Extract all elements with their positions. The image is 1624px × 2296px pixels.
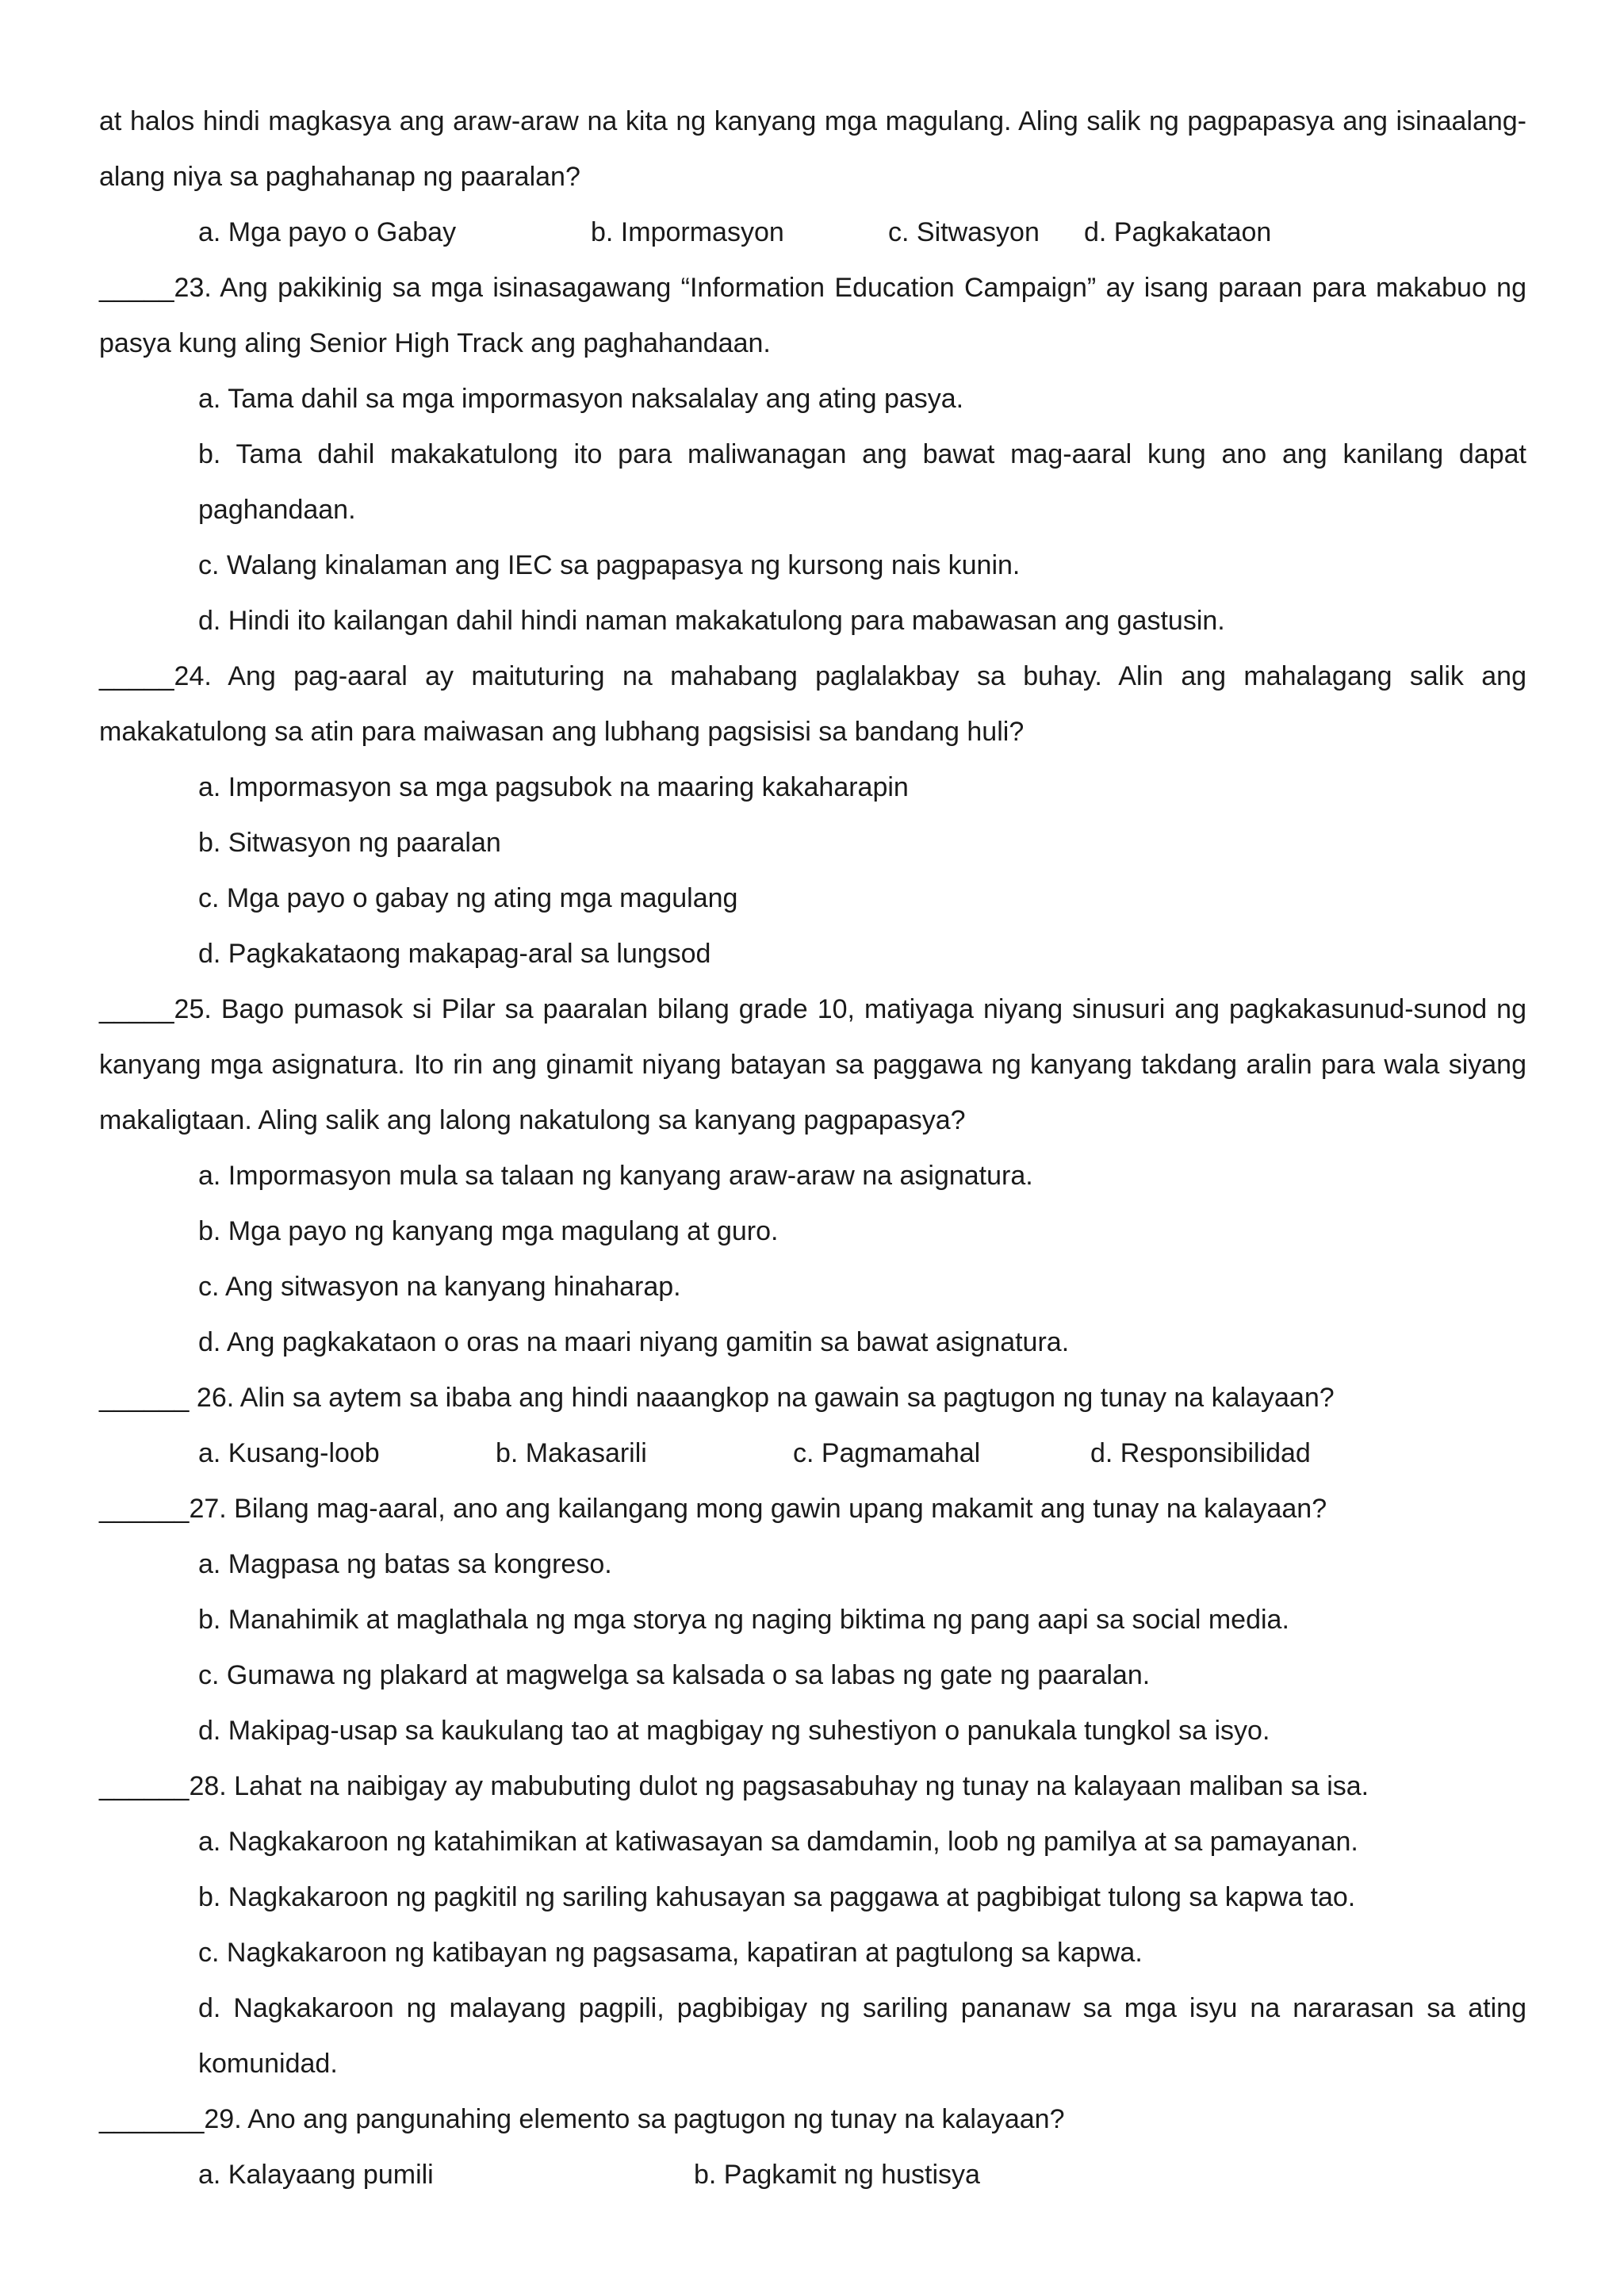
q29-stem-text: 29. Ano ang pangunahing elemento sa pagtugon ng tunay na kalayaan? [204, 2104, 1065, 2134]
q24-option-d: d. Pagkakataong makapag-aral sa lungsod [198, 939, 711, 969]
q23-option-b-line-1: b. Tama dahil makakatulong ito para maliwanagan ang bawat mag-aaral kung ano ang kanilang dapat [198, 439, 1526, 469]
answer-blank[interactable]: ______ [99, 1383, 190, 1413]
q27-stem-text: 27. Bilang mag-aaral, ano ang kailangang mong gawin upang makamit ang tunay na kalayaan? [189, 1494, 1327, 1524]
answer-blank[interactable]: ______ [99, 1771, 190, 1801]
q25-option-d: d. Ang pagkakataon o oras na maari niyang gamitin sa bawat asignatura. [198, 1327, 1070, 1357]
q24-stem: 24. Ang pag-aaral ay maituturing na mahabang paglalakbay sa buhay. Alin ang mahalagang salik ang [174, 661, 1526, 691]
q25-stem-line-3: makaligtaan. Aling salik ang lalong nakatulong sa kanyang pagpapasya? [99, 1105, 966, 1135]
q25-stem: 25. Bago pumasok si Pilar sa paaralan bilang grade 10, matiyaga niyang sinusuri ang pagkakasunud-sunod ng [174, 994, 1526, 1024]
q28-option-c: c. Nagkakaroon ng katibayan ng pagsasama, kapatiran at pagtulong sa kapwa. [198, 1938, 1143, 1968]
q24-option-a: a. Impormasyon sa mga pagsubok na maaring kakaharapin [198, 772, 909, 802]
q25-option-c: c. Ang sitwasyon na kanyang hinaharap. [198, 1272, 681, 1302]
q24-stem-line-2: makakatulong sa atin para maiwasan ang lubhang pagsisisi sa bandang huli? [99, 717, 1025, 747]
q22-text-line-1: at halos hindi magkasya ang araw-araw na kita ng kanyang mga magulang. Aling salik ng pagpapasya ang isinaalang- [99, 106, 1526, 136]
q26-option-d: d. Responsibilidad [1090, 1438, 1311, 1468]
q24-option-b: b. Sitwasyon ng paaralan [198, 828, 501, 858]
q24-option-c: c. Mga payo o gabay ng ating mga magulang [198, 883, 738, 913]
q23-stem-line-2: pasya kung aling Senior High Track ang paghahandaan. [99, 328, 771, 358]
q25-option-b: b. Mga payo ng kanyang mga magulang at guro. [198, 1216, 779, 1246]
q25-stem-line-2: kanyang mga asignatura. Ito rin ang ginamit niyang batayan sa paggawa ng kanyang takdang aralin para wala siyang [99, 1050, 1526, 1080]
q22-option-d: d. Pagkakataon [1084, 217, 1272, 247]
q22-option-a: a. Mga payo o Gabay [198, 217, 457, 247]
q27-option-c: c. Gumawa ng plakard at magwelga sa kalsada o sa labas ng gate ng paaralan. [198, 1660, 1151, 1690]
answer-blank[interactable]: _____ [99, 994, 174, 1024]
answer-blank[interactable]: _____ [99, 273, 174, 303]
answer-blank[interactable]: ______ [99, 1494, 190, 1524]
q23-option-b-line-2: paghandaan. [198, 495, 356, 525]
q22-text-line-2: alang niya sa paghahanap ng paaralan? [99, 162, 580, 192]
q23-option-c: c. Walang kinalaman ang IEC sa pagpapasya ng kursong nais kunin. [198, 550, 1021, 580]
q26-options [99, 1425, 1526, 1481]
q28-option-d-line-2: komunidad. [198, 2049, 338, 2079]
q29-options [99, 2147, 1526, 2202]
q22-options [99, 205, 1526, 260]
q24-stem-line-1 [99, 649, 1526, 704]
q22-option-b: b. Impormasyon [591, 217, 784, 247]
q23-option-d: d. Hindi ito kailangan dahil hindi naman makakatulong para mabawasan ang gastusin. [198, 606, 1225, 636]
q28-option-d-line-1: d. Nagkakaroon ng malayang pagpili, pagbibigay ng sariling pananaw sa mga isyu na nararasan sa ating [198, 1993, 1526, 2023]
q29-option-a: a. Kalayaang pumili [198, 2160, 434, 2190]
q23-stem: 23. Ang pakikinig sa mga isinasagawang “Information Education Campaign” ay isang paraan para makabuo ng [174, 273, 1526, 303]
q26-stem-text: 26. Alin sa aytem sa ibaba ang hindi naaangkop na gawain sa pagtugon ng tunay na kalayaan? [189, 1383, 1335, 1413]
q26-option-a: a. Kusang-loob [198, 1438, 380, 1468]
worksheet-page [99, 94, 1526, 2202]
q23-option-a: a. Tama dahil sa mga impormasyon naksalalay ang ating pasya. [198, 384, 964, 414]
q28-stem-text: 28. Lahat na naibigay ay mabubuting dulot ng pagsasabuhay ng tunay na kalayaan maliban sa isa. [189, 1771, 1369, 1801]
q26-stem [99, 1370, 1526, 1425]
q27-option-d: d. Makipag-usap sa kaukulang tao at magbigay ng suhestiyon o panukala tungkol sa isyo. [198, 1716, 1270, 1746]
q29-stem [99, 2091, 1526, 2147]
q28-stem [99, 1758, 1526, 1814]
answer-blank[interactable]: _____ [99, 661, 174, 691]
q22-option-c: c. Sitwasyon [888, 217, 1040, 247]
q23-stem-line-1 [99, 260, 1526, 316]
q28-option-a: a. Nagkakaroon ng katahimikan at katiwasayan sa damdamin, loob ng pamilya at sa pamayanan. [198, 1827, 1358, 1857]
q25-option-a: a. Impormasyon mula sa talaan ng kanyang araw-araw na asignatura. [198, 1161, 1033, 1191]
answer-blank[interactable]: _______ [99, 2104, 205, 2134]
q27-option-b: b. Manahimik at maglathala ng mga storya ng naging biktima ng pang aapi sa social media. [198, 1605, 1289, 1635]
q27-option-a: a. Magpasa ng batas sa kongreso. [198, 1549, 612, 1579]
q29-option-b: b. Pagkamit ng hustisya [694, 2160, 980, 2190]
q26-option-b: b. Makasarili [496, 1438, 647, 1468]
q26-option-c: c. Pagmamahal [793, 1438, 981, 1468]
q28-option-b: b. Nagkakaroon ng pagkitil ng sariling kahusayan sa paggawa at pagbibigat tulong sa kapwa tao. [198, 1882, 1356, 1912]
q27-stem [99, 1481, 1526, 1536]
q25-stem-line-1 [99, 982, 1526, 1037]
